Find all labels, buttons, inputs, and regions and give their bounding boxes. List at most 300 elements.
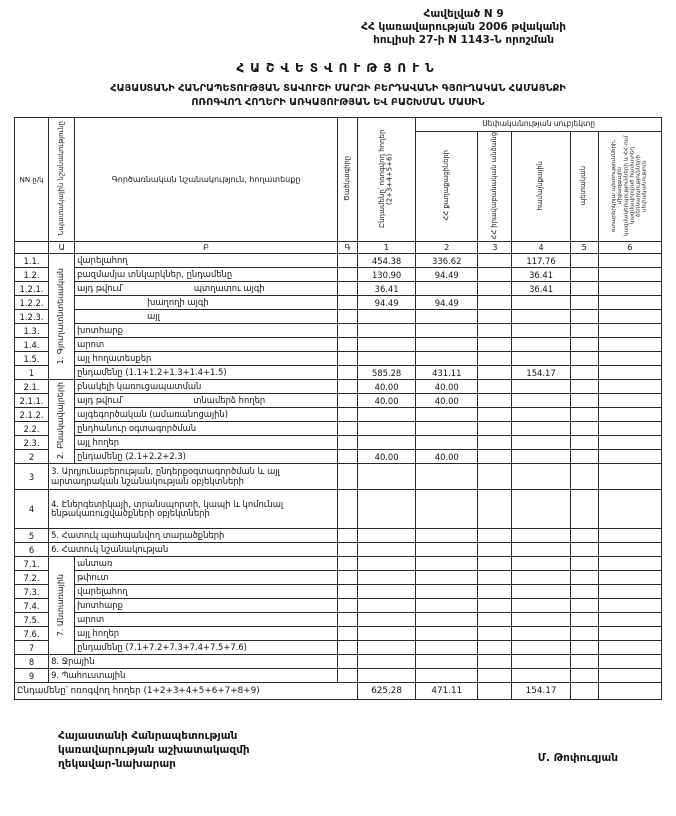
value-col-1: 40.00 (358, 394, 416, 408)
value-col-4: 36.41 (512, 268, 570, 282)
value-col-4 (512, 543, 570, 557)
row-number-cell: 7.3. (15, 585, 49, 599)
code-cell (337, 408, 357, 422)
value-col-4 (512, 627, 570, 641)
column-letter: 6 (598, 242, 661, 254)
purpose-group-label: 2. Բնակավայրերի (56, 382, 66, 460)
value-col-6 (598, 282, 661, 296)
value-col-2 (416, 408, 478, 422)
column-letter: Գ (337, 242, 357, 254)
table-row (15, 436, 662, 450)
code-cell (337, 450, 357, 464)
row-number-cell: 7.6. (15, 627, 49, 641)
value-col-3 (478, 464, 512, 490)
value-col-1 (358, 464, 416, 490)
code-cell (337, 366, 357, 380)
value-col-5 (570, 450, 598, 464)
label-prefix: այդ թվում՝ (77, 283, 124, 294)
value-col-5 (570, 599, 598, 613)
value-col-2 (416, 599, 478, 613)
value-col-2 (416, 641, 478, 655)
value-col-4 (512, 422, 570, 436)
table-row (15, 599, 662, 613)
table-row (15, 296, 662, 310)
value-col-2 (416, 655, 478, 669)
value-col-2: 431.11 (416, 366, 478, 380)
value-col-6 (598, 380, 661, 394)
value-col-1 (358, 338, 416, 352)
value-col-2 (416, 557, 478, 571)
value-col-6 (598, 422, 661, 436)
land-type-cell: այլ հողեր (75, 436, 338, 450)
table-row (15, 585, 662, 599)
value-col-2: 336.62 (416, 254, 478, 268)
value-col-3 (478, 310, 512, 324)
col-header-state-label: պետական (579, 165, 588, 206)
column-letter: Բ (75, 242, 338, 254)
row-number-cell: 6 (15, 543, 49, 557)
value-col-1 (358, 352, 416, 366)
land-type-cell: 3. Արդյունաբերության, ընդերքօգտագործման և այլ արտադրական նշանակության օբյեկտների (49, 464, 338, 490)
row-number-cell: 2.1.1. (15, 394, 49, 408)
value-col-2 (416, 571, 478, 585)
value-col-3 (478, 282, 512, 296)
value-col-3 (478, 268, 512, 282)
value-col-4 (512, 380, 570, 394)
col-header-purpose (49, 117, 75, 242)
value-col-1: 40.00 (358, 450, 416, 464)
value-col-6 (598, 450, 661, 464)
value-col-1 (358, 543, 416, 557)
header-row-letters (15, 242, 662, 254)
row-number-cell: 4 (15, 490, 49, 529)
value-col-6 (598, 585, 661, 599)
value-col-5 (570, 408, 598, 422)
appendix-line-2: ՀՀ կառավարության 2006 թվականի (361, 21, 566, 34)
value-col-5 (570, 543, 598, 557)
value-col-3 (478, 529, 512, 543)
value-col-2: 40.00 (416, 394, 478, 408)
table-row (15, 655, 662, 669)
value-col-3 (478, 669, 512, 683)
code-cell (337, 557, 357, 571)
code-cell (337, 490, 357, 529)
value-col-6 (598, 490, 661, 529)
land-type-cell: 8. Ջրային (49, 655, 338, 669)
grand-total-row (15, 683, 662, 700)
value-col-5 (570, 338, 598, 352)
value-col-5 (570, 352, 598, 366)
value-col-3 (478, 352, 512, 366)
value-col-5 (570, 464, 598, 490)
col-header-legal-entities (478, 131, 512, 242)
grand-total-value-col-2: 471.11 (416, 683, 478, 700)
appendix-line-3: հուլիսի 27-ի N 1143-Ն որոշման (373, 34, 555, 47)
value-col-1 (358, 529, 416, 543)
row-number-cell: 1.5. (15, 352, 49, 366)
code-cell (337, 669, 357, 683)
code-cell (337, 464, 357, 490)
land-type-cell: այլ հողեր (75, 627, 338, 641)
value-col-5 (570, 380, 598, 394)
value-col-1 (358, 669, 416, 683)
row-number-cell: 5 (15, 529, 49, 543)
code-cell (337, 352, 357, 366)
row-number-cell: 1.3. (15, 324, 49, 338)
value-col-6 (598, 613, 661, 627)
value-col-1 (358, 310, 416, 324)
code-cell (337, 655, 357, 669)
col-header-code (337, 117, 357, 242)
col-header-citizens (416, 131, 478, 242)
value-col-4 (512, 324, 570, 338)
value-col-5 (570, 613, 598, 627)
land-type-cell (75, 394, 338, 408)
col-header-total-irrigated-label: Ընդամենը՝ ոռոգվող հողեր (2+3+4+5+6) (377, 129, 394, 228)
report-table (14, 117, 662, 701)
purpose-group-cell (49, 254, 75, 380)
code-cell (337, 422, 357, 436)
value-col-1: 585.28 (358, 366, 416, 380)
value-col-6 (598, 655, 661, 669)
value-col-3 (478, 655, 512, 669)
value-col-2 (416, 627, 478, 641)
value-col-6 (598, 408, 661, 422)
table-row (15, 394, 662, 408)
value-col-5 (570, 529, 598, 543)
value-col-2: 94.49 (416, 268, 478, 282)
value-col-4 (512, 490, 570, 529)
value-col-2 (416, 282, 478, 296)
land-type-cell: բազմամյա տնկարկներ, ընդամենը (75, 268, 338, 282)
signatory-line-3: ղեկավար-նախարար (58, 757, 176, 770)
value-col-4: 36.41 (512, 282, 570, 296)
grand-total-label: Ընդամենը՝ ոռոգվող հողեր (1+2+3+4+5+6+7+8+9) (15, 683, 358, 700)
grand-total-value-col-3 (478, 683, 512, 700)
value-col-3 (478, 585, 512, 599)
label-text: պտղատու այգի (193, 283, 265, 294)
value-col-2 (416, 543, 478, 557)
value-col-6 (598, 436, 661, 450)
land-type-cell: արոտ (75, 613, 338, 627)
value-col-4 (512, 655, 570, 669)
land-type-cell: խաղողի այգի (75, 296, 338, 310)
col-header-citizens-label: ՀՀ քաղաքացիների (442, 150, 451, 221)
value-col-5 (570, 436, 598, 450)
value-col-2 (416, 338, 478, 352)
value-col-4 (512, 310, 570, 324)
value-col-3 (478, 296, 512, 310)
value-col-5 (570, 669, 598, 683)
value-col-4 (512, 613, 570, 627)
value-col-2 (416, 422, 478, 436)
value-col-5 (570, 422, 598, 436)
table-row (15, 529, 662, 543)
signatory-line-2: կառավարության աշխատակազմի (58, 744, 250, 757)
row-number-cell: 7 (15, 641, 49, 655)
row-number-cell: 1.2.1. (15, 282, 49, 296)
value-col-5 (570, 557, 598, 571)
land-type-cell: 4. Էներգետիկայի, տրանսպորտի, կապի և կոմունալ ենթակառուցվածքների օբյեկտների (49, 490, 338, 529)
value-col-2 (416, 324, 478, 338)
code-cell (337, 254, 357, 268)
row-number-cell: 2 (15, 450, 49, 464)
table-row (15, 408, 662, 422)
col-header-code-label: Ծածկագիրը (342, 156, 351, 202)
row-number-cell: 2.3. (15, 436, 49, 450)
col-header-functional: Գործառնական նշանակություն, հողատեսքը (75, 117, 338, 242)
col-header-ownership-subject: Սեփականության սուբյեկտը (416, 117, 662, 131)
value-col-2 (416, 310, 478, 324)
value-col-6 (598, 599, 661, 613)
column-letter: 2 (416, 242, 478, 254)
value-col-1: 36.41 (358, 282, 416, 296)
value-col-1: 454.38 (358, 254, 416, 268)
value-col-5 (570, 394, 598, 408)
appendix-reference (361, 8, 566, 47)
value-col-6 (598, 464, 661, 490)
value-col-4 (512, 436, 570, 450)
page-title: ՀԱՇՎԵՏՎՈՒԹՅՈՒՆ (236, 61, 440, 76)
table-row (15, 627, 662, 641)
value-col-4 (512, 557, 570, 571)
col-header-total-irrigated (358, 117, 416, 242)
land-type-cell: այգեգործական (ամառանոցային) (75, 408, 338, 422)
value-col-1 (358, 571, 416, 585)
table-row (15, 571, 662, 585)
land-type-cell: 6. Հատուկ նշանակության (49, 543, 338, 557)
value-col-5 (570, 585, 598, 599)
table-row (15, 557, 662, 571)
value-col-2 (416, 490, 478, 529)
value-col-4 (512, 394, 570, 408)
land-type-cell: թփուտ (75, 571, 338, 585)
row-number-cell: 7.1. (15, 557, 49, 571)
table-row (15, 380, 662, 394)
signatory-title (58, 730, 250, 771)
value-col-6 (598, 324, 661, 338)
code-cell (337, 599, 357, 613)
purpose-group-cell (49, 380, 75, 464)
table-row (15, 490, 662, 529)
purpose-group-label: 7. Անտառային (56, 573, 66, 637)
table-row (15, 422, 662, 436)
value-col-1 (358, 422, 416, 436)
table-row (15, 310, 662, 324)
value-col-6 (598, 557, 661, 571)
code-cell (337, 529, 357, 543)
value-col-5 (570, 296, 598, 310)
value-col-4 (512, 464, 570, 490)
value-col-4 (512, 585, 570, 599)
grand-total-value-col-1: 625.28 (358, 683, 416, 700)
value-col-3 (478, 543, 512, 557)
value-col-3 (478, 641, 512, 655)
value-col-5 (570, 655, 598, 669)
column-letter: 4 (512, 242, 570, 254)
value-col-4: 117.76 (512, 254, 570, 268)
row-number-cell: 7.4. (15, 599, 49, 613)
row-number-cell: 2.1. (15, 380, 49, 394)
value-col-4 (512, 669, 570, 683)
value-col-3 (478, 490, 512, 529)
value-col-5 (570, 571, 598, 585)
row-number-cell: 1.2.2. (15, 296, 49, 310)
signatory-line-1: Հայաստանի Հանրապետության (58, 730, 238, 743)
code-cell (337, 627, 357, 641)
land-type-cell: խոտհարք (75, 599, 338, 613)
value-col-3 (478, 613, 512, 627)
code-cell (337, 296, 357, 310)
column-letter: Ա (49, 242, 75, 254)
land-type-cell: 5. Հատուկ պահպանվող տարածքների (49, 529, 338, 543)
table-row (15, 268, 662, 282)
signatory-name: Մ. Թոփուզյան (537, 752, 618, 765)
value-col-4 (512, 408, 570, 422)
value-col-6 (598, 571, 661, 585)
value-col-6 (598, 366, 661, 380)
table-row (15, 366, 662, 380)
value-col-3 (478, 627, 512, 641)
value-col-5 (570, 641, 598, 655)
land-type-cell: խոտհարք (75, 324, 338, 338)
value-col-3 (478, 394, 512, 408)
subtitle-line-2: ՈՌՈԳՎՈՂ ՀՈՂԵՐԻ ԱՌԿԱՅՈՒԹՅԱՆ ԵՎ ԲԱՇԽՄԱՆ ՄԱՍԻՆ (191, 96, 485, 108)
col-header-community (512, 131, 570, 242)
table-row (15, 282, 662, 296)
value-col-5 (570, 310, 598, 324)
land-type-cell: այլ (75, 310, 338, 324)
code-cell (337, 268, 357, 282)
row-number-cell: 1.1. (15, 254, 49, 268)
table-row (15, 450, 662, 464)
value-col-2: 40.00 (416, 450, 478, 464)
value-col-3 (478, 408, 512, 422)
table-body (15, 254, 662, 700)
grand-total-value-col-6 (598, 683, 661, 700)
value-col-4: 154.17 (512, 366, 570, 380)
value-col-6 (598, 529, 661, 543)
row-number-cell: 1.2. (15, 268, 49, 282)
value-col-3 (478, 366, 512, 380)
value-col-3 (478, 254, 512, 268)
code-cell (337, 380, 357, 394)
col-header-legal-entities-label: ՀՀ իրավաբանական անձանց (490, 131, 499, 240)
col-header-community-label: համայնքային (536, 160, 545, 211)
value-col-2: 94.49 (416, 296, 478, 310)
value-col-4 (512, 352, 570, 366)
column-letter: 5 (570, 242, 598, 254)
value-col-5 (570, 254, 598, 268)
land-type-cell: ընդհանուր օգտագործման (75, 422, 338, 436)
value-col-6 (598, 394, 661, 408)
value-col-5 (570, 282, 598, 296)
value-col-3 (478, 450, 512, 464)
value-col-3 (478, 324, 512, 338)
grand-total-value-col-5 (570, 683, 598, 700)
value-col-6 (598, 543, 661, 557)
col-header-purpose-label: Նպատակային նշանակությունը (56, 121, 65, 236)
value-col-1 (358, 613, 416, 627)
row-number-cell: 8 (15, 655, 49, 669)
value-col-4 (512, 529, 570, 543)
value-col-3 (478, 338, 512, 352)
land-type-cell: ընդամենը (1.1+1.2+1.3+1.4+1.5) (75, 366, 338, 380)
land-type-cell: վարելահող (75, 585, 338, 599)
appendix-line-1: Հավելված N 9 (423, 8, 504, 20)
value-col-5 (570, 490, 598, 529)
land-type-cell: ընդամենը (2.1+2.2+2.3) (75, 450, 338, 464)
label-text: տնամերձ հողեր (193, 395, 266, 406)
value-col-3 (478, 557, 512, 571)
value-col-1 (358, 408, 416, 422)
value-col-1 (358, 436, 416, 450)
code-cell (337, 394, 357, 408)
code-cell (337, 571, 357, 585)
value-col-6 (598, 268, 661, 282)
land-type-cell: անտառ (75, 557, 338, 571)
subtitle-line-1: ՀԱՅԱՍՏԱՆԻ ՀԱՆՐԱՊԵՏՈՒԹՅԱՆ ՏԱՎՈՒՇԻ ՄԱՐԶԻ ԲԵՐԴԱՎԱՆԻ ԳՅՈՒՂԱԿԱՆ ՀԱՄԱՅՆՔԻ (110, 83, 566, 95)
value-col-1 (358, 557, 416, 571)
value-col-5 (570, 366, 598, 380)
code-cell (337, 338, 357, 352)
value-col-4 (512, 599, 570, 613)
code-cell (337, 585, 357, 599)
value-col-6 (598, 641, 661, 655)
value-col-5 (570, 627, 598, 641)
table-row (15, 324, 662, 338)
value-col-6 (598, 296, 661, 310)
value-col-2 (416, 613, 478, 627)
value-col-2 (416, 436, 478, 450)
value-col-6 (598, 338, 661, 352)
code-cell (337, 613, 357, 627)
land-type-cell: բնակելի կառուցապատման (75, 380, 338, 394)
table-row (15, 669, 662, 683)
header-row-top (15, 117, 662, 131)
value-col-4 (512, 450, 570, 464)
row-number-cell: 7.2. (15, 571, 49, 585)
value-col-3 (478, 599, 512, 613)
value-col-1 (358, 641, 416, 655)
row-number-cell: 3 (15, 464, 49, 490)
value-col-2: 40.00 (416, 380, 478, 394)
value-col-3 (478, 571, 512, 585)
value-col-5 (570, 268, 598, 282)
value-col-2 (416, 464, 478, 490)
table-row (15, 338, 662, 352)
value-col-2 (416, 585, 478, 599)
value-col-5 (570, 324, 598, 338)
row-number-cell: 1 (15, 366, 49, 380)
row-number-cell: 1.4. (15, 338, 49, 352)
row-number-cell: 2.2. (15, 422, 49, 436)
value-col-3 (478, 422, 512, 436)
value-col-3 (478, 436, 512, 450)
code-cell (337, 282, 357, 296)
value-col-3 (478, 380, 512, 394)
value-col-1: 94.49 (358, 296, 416, 310)
row-number-cell: 9 (15, 669, 49, 683)
value-col-1 (358, 490, 416, 529)
value-col-6 (598, 627, 661, 641)
value-col-1 (358, 599, 416, 613)
value-col-4 (512, 571, 570, 585)
code-cell (337, 543, 357, 557)
table-row (15, 613, 662, 627)
code-cell (337, 324, 357, 338)
table-row (15, 641, 662, 655)
